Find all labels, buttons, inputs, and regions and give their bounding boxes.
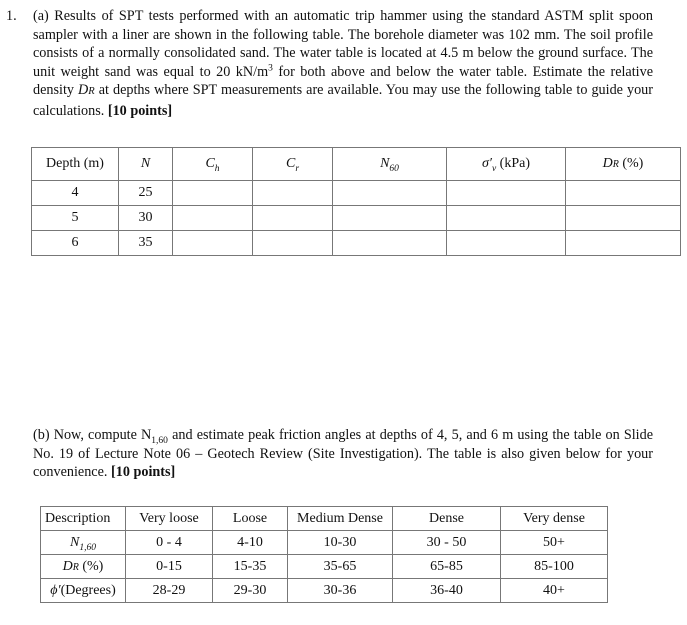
empty-cell[interactable] [253,181,333,206]
part-b-points: [10 points] [111,464,176,480]
value-cell: 30-36 [288,579,393,603]
empty-cell[interactable] [566,231,681,256]
depth-cell: 4 [32,181,119,206]
empty-cell[interactable] [447,181,566,206]
value-cell: 15-35 [213,555,288,579]
empty-cell[interactable] [566,206,681,231]
part-a-paragraph [33,7,653,120]
row-label-phi: ϕ′(Degrees) [41,579,126,603]
value-cell: 35-65 [288,555,393,579]
unit-superscript: 3 [268,62,273,73]
n-cell: 30 [119,206,173,231]
value-cell: 30 - 50 [393,531,501,555]
value-cell: 36-40 [393,579,501,603]
empty-cell[interactable] [333,231,447,256]
header-cr: $C_r$ [253,148,333,181]
part-a-text-2: for both above and below the water table. Estimate the relative density [33,63,654,98]
table-row [32,231,681,256]
part-b-paragraph [33,426,653,482]
empty-cell[interactable] [447,231,566,256]
table-row [32,206,681,231]
header-very-dense: Very dense [501,507,608,531]
value-cell: 85-100 [501,555,608,579]
n-cell: 35 [119,231,173,256]
header-n: N [119,148,173,181]
part-b-text-1: Now, compute N [53,427,152,443]
empty-cell[interactable] [173,231,253,256]
table-row [32,181,681,206]
part-a-points: [10 points] [107,102,173,119]
part-a-text-3: at depths where SPT measurements are available. You may use the following table to guide your calculations. [33,82,653,119]
row-label-dr: DR (%) [41,555,126,579]
table-row [41,507,608,531]
header-dr: DR (%) [566,148,681,181]
value-cell: 0-15 [126,555,213,579]
friction-angle-table [40,506,608,603]
empty-cell[interactable] [253,206,333,231]
empty-cell[interactable] [333,206,447,231]
header-sigma-v: $\sigma'_v$ (kPa) [447,148,566,181]
row-label-n160: $N_{1,60}$ [41,531,126,555]
header-loose: Loose [213,507,288,531]
value-cell: 29-30 [213,579,288,603]
dr-symbol: DR [78,82,95,98]
depth-cell: 6 [32,231,119,256]
part-a-tag: (a) [33,8,49,24]
table-row [41,555,608,579]
header-description: Description [41,507,126,531]
empty-cell[interactable] [566,181,681,206]
header-medium-dense: Medium Dense [288,507,393,531]
question-number: 1. [6,8,17,24]
value-cell: 0 - 4 [126,531,213,555]
value-cell: 28-29 [126,579,213,603]
empty-cell[interactable] [253,231,333,256]
header-ch: $C_h$ [173,148,253,181]
table-row [41,531,608,555]
part-b-tag: (b) [33,427,50,443]
depth-cell: 5 [32,206,119,231]
part-a-text-1: Results of SPT tests performed with an automatic trip hammer using the standard ASTM split spoon sampler with a liner are shown in the following table. The borehole diameter was 102 mm. The soil profile consists of a normally consolidated sand. The water table is located at 4.5 m below the ground surface. The unit weight sand was equal to 20 kN/m [33,8,654,80]
value-cell: 10-30 [288,531,393,555]
spt-table [31,147,681,256]
value-cell: 50+ [501,531,608,555]
empty-cell[interactable] [173,206,253,231]
header-n60: $N_{60}$ [333,148,447,181]
table-row [41,579,608,603]
value-cell: 4-10 [213,531,288,555]
empty-cell[interactable] [333,181,447,206]
n-cell: 25 [119,181,173,206]
n160-subscript: 1,60 [151,435,168,446]
header-depth: Depth (m) [32,148,119,181]
value-cell: 40+ [501,579,608,603]
spt-table-header [32,148,681,181]
part-b-text-2: and estimate peak friction angles at depths of 4, 5, and 6 m using the table on Slide No. 19 of Lecture Note 06 – Geotech Review (Site Investigation). The table is also given below for your convenience. [33,427,654,480]
header-very-loose: Very loose [126,507,213,531]
value-cell: 65-85 [393,555,501,579]
header-dense: Dense [393,507,501,531]
empty-cell[interactable] [173,181,253,206]
empty-cell[interactable] [447,206,566,231]
